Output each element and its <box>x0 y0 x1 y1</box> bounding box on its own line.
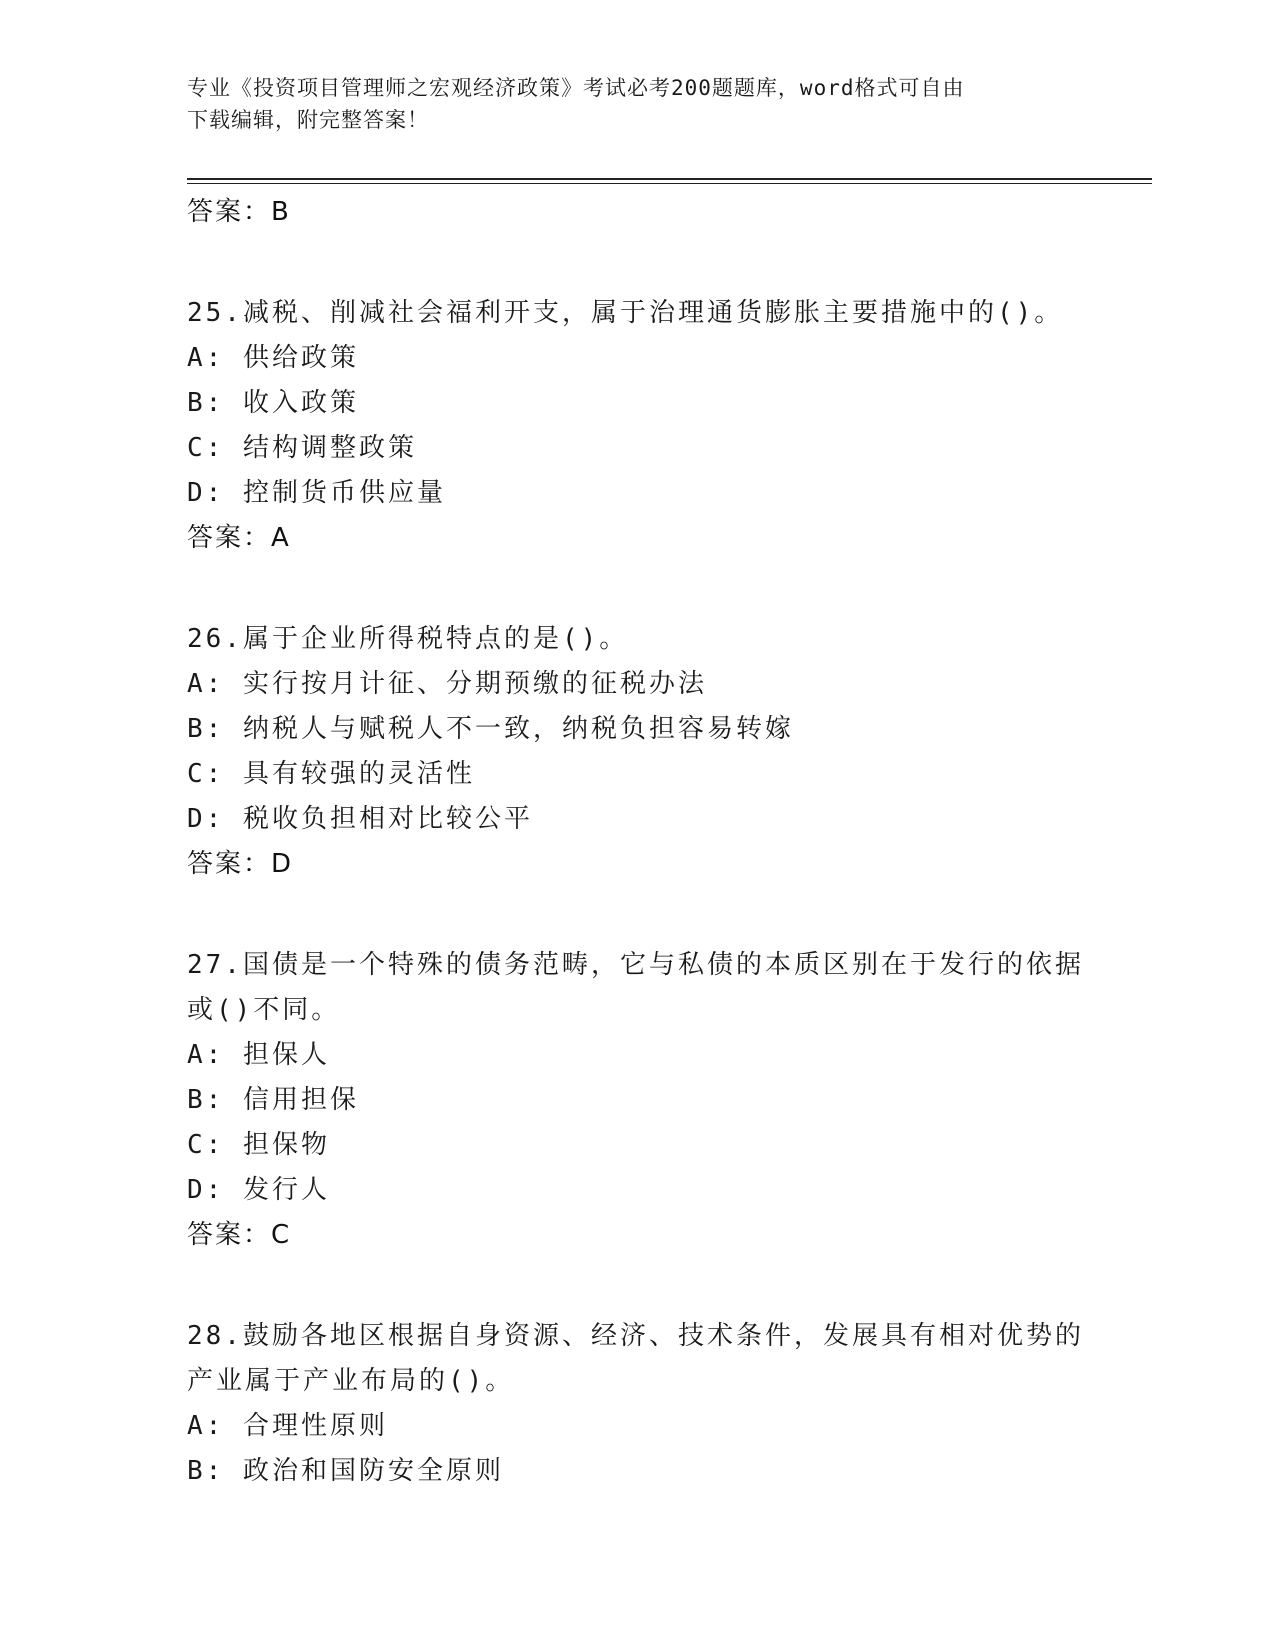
option-b: B: 收入政策 <box>187 388 359 418</box>
option-c: C: 具有较强的灵活性 <box>187 759 475 789</box>
header-divider-thin <box>187 183 1152 184</box>
question-text-line-1: 27.国债是一个特殊的债务范畴，它与私债的本质区别在于发行的依据 <box>187 950 1084 980</box>
spacer <box>187 561 1087 617</box>
question-text-line-2: 产业属于产业布局的()。 <box>187 1366 515 1396</box>
question-text: 25.减税、削减社会福利开支，属于治理通货膨胀主要措施中的()。 <box>187 298 1064 328</box>
option-b: B: 政治和国防安全原则 <box>187 1456 504 1486</box>
question-text-line-1: 28.鼓励各地区根据自身资源、经济、技术条件，发展具有相对优势的 <box>187 1321 1084 1351</box>
question-text: 26.属于企业所得税特点的是()。 <box>187 624 629 654</box>
option-d: D: 发行人 <box>187 1175 330 1205</box>
document-body <box>187 190 1087 1494</box>
option-c: C: 结构调整政策 <box>187 433 417 463</box>
spacer <box>187 887 1087 943</box>
option-a: A: 实行按月计征、分期预缴的征税办法 <box>187 669 707 699</box>
header-line-1: 专业《投资项目管理师之宏观经济政策》考试必考200题题库，word格式可自由 <box>187 76 965 100</box>
question-27 <box>187 943 1087 1258</box>
option-b: B: 纳税人与赋税人不一致，纳税负担容易转嫁 <box>187 714 794 744</box>
header-divider-thick <box>187 178 1152 180</box>
spacer <box>187 1258 1087 1314</box>
option-b: B: 信用担保 <box>187 1085 359 1115</box>
option-a: A: 合理性原则 <box>187 1411 388 1441</box>
option-c: C: 担保物 <box>187 1130 330 1160</box>
question-25 <box>187 291 1087 561</box>
answer: 答案：C <box>187 1220 292 1250</box>
header-line-2: 下载编辑，附完整答案！ <box>187 108 429 132</box>
answer: 答案：A <box>187 523 291 553</box>
option-a: A: 供给政策 <box>187 343 359 373</box>
document-header <box>187 72 1067 136</box>
question-28 <box>187 1314 1087 1494</box>
answer: 答案：D <box>187 849 294 879</box>
question-26 <box>187 617 1087 887</box>
option-d: D: 税收负担相对比较公平 <box>187 804 533 834</box>
previous-answer: 答案：B <box>187 197 291 227</box>
spacer <box>187 235 1087 291</box>
option-a: A: 担保人 <box>187 1040 330 1070</box>
question-text-line-2: 或()不同。 <box>187 995 341 1025</box>
option-d: D: 控制货币供应量 <box>187 478 446 508</box>
